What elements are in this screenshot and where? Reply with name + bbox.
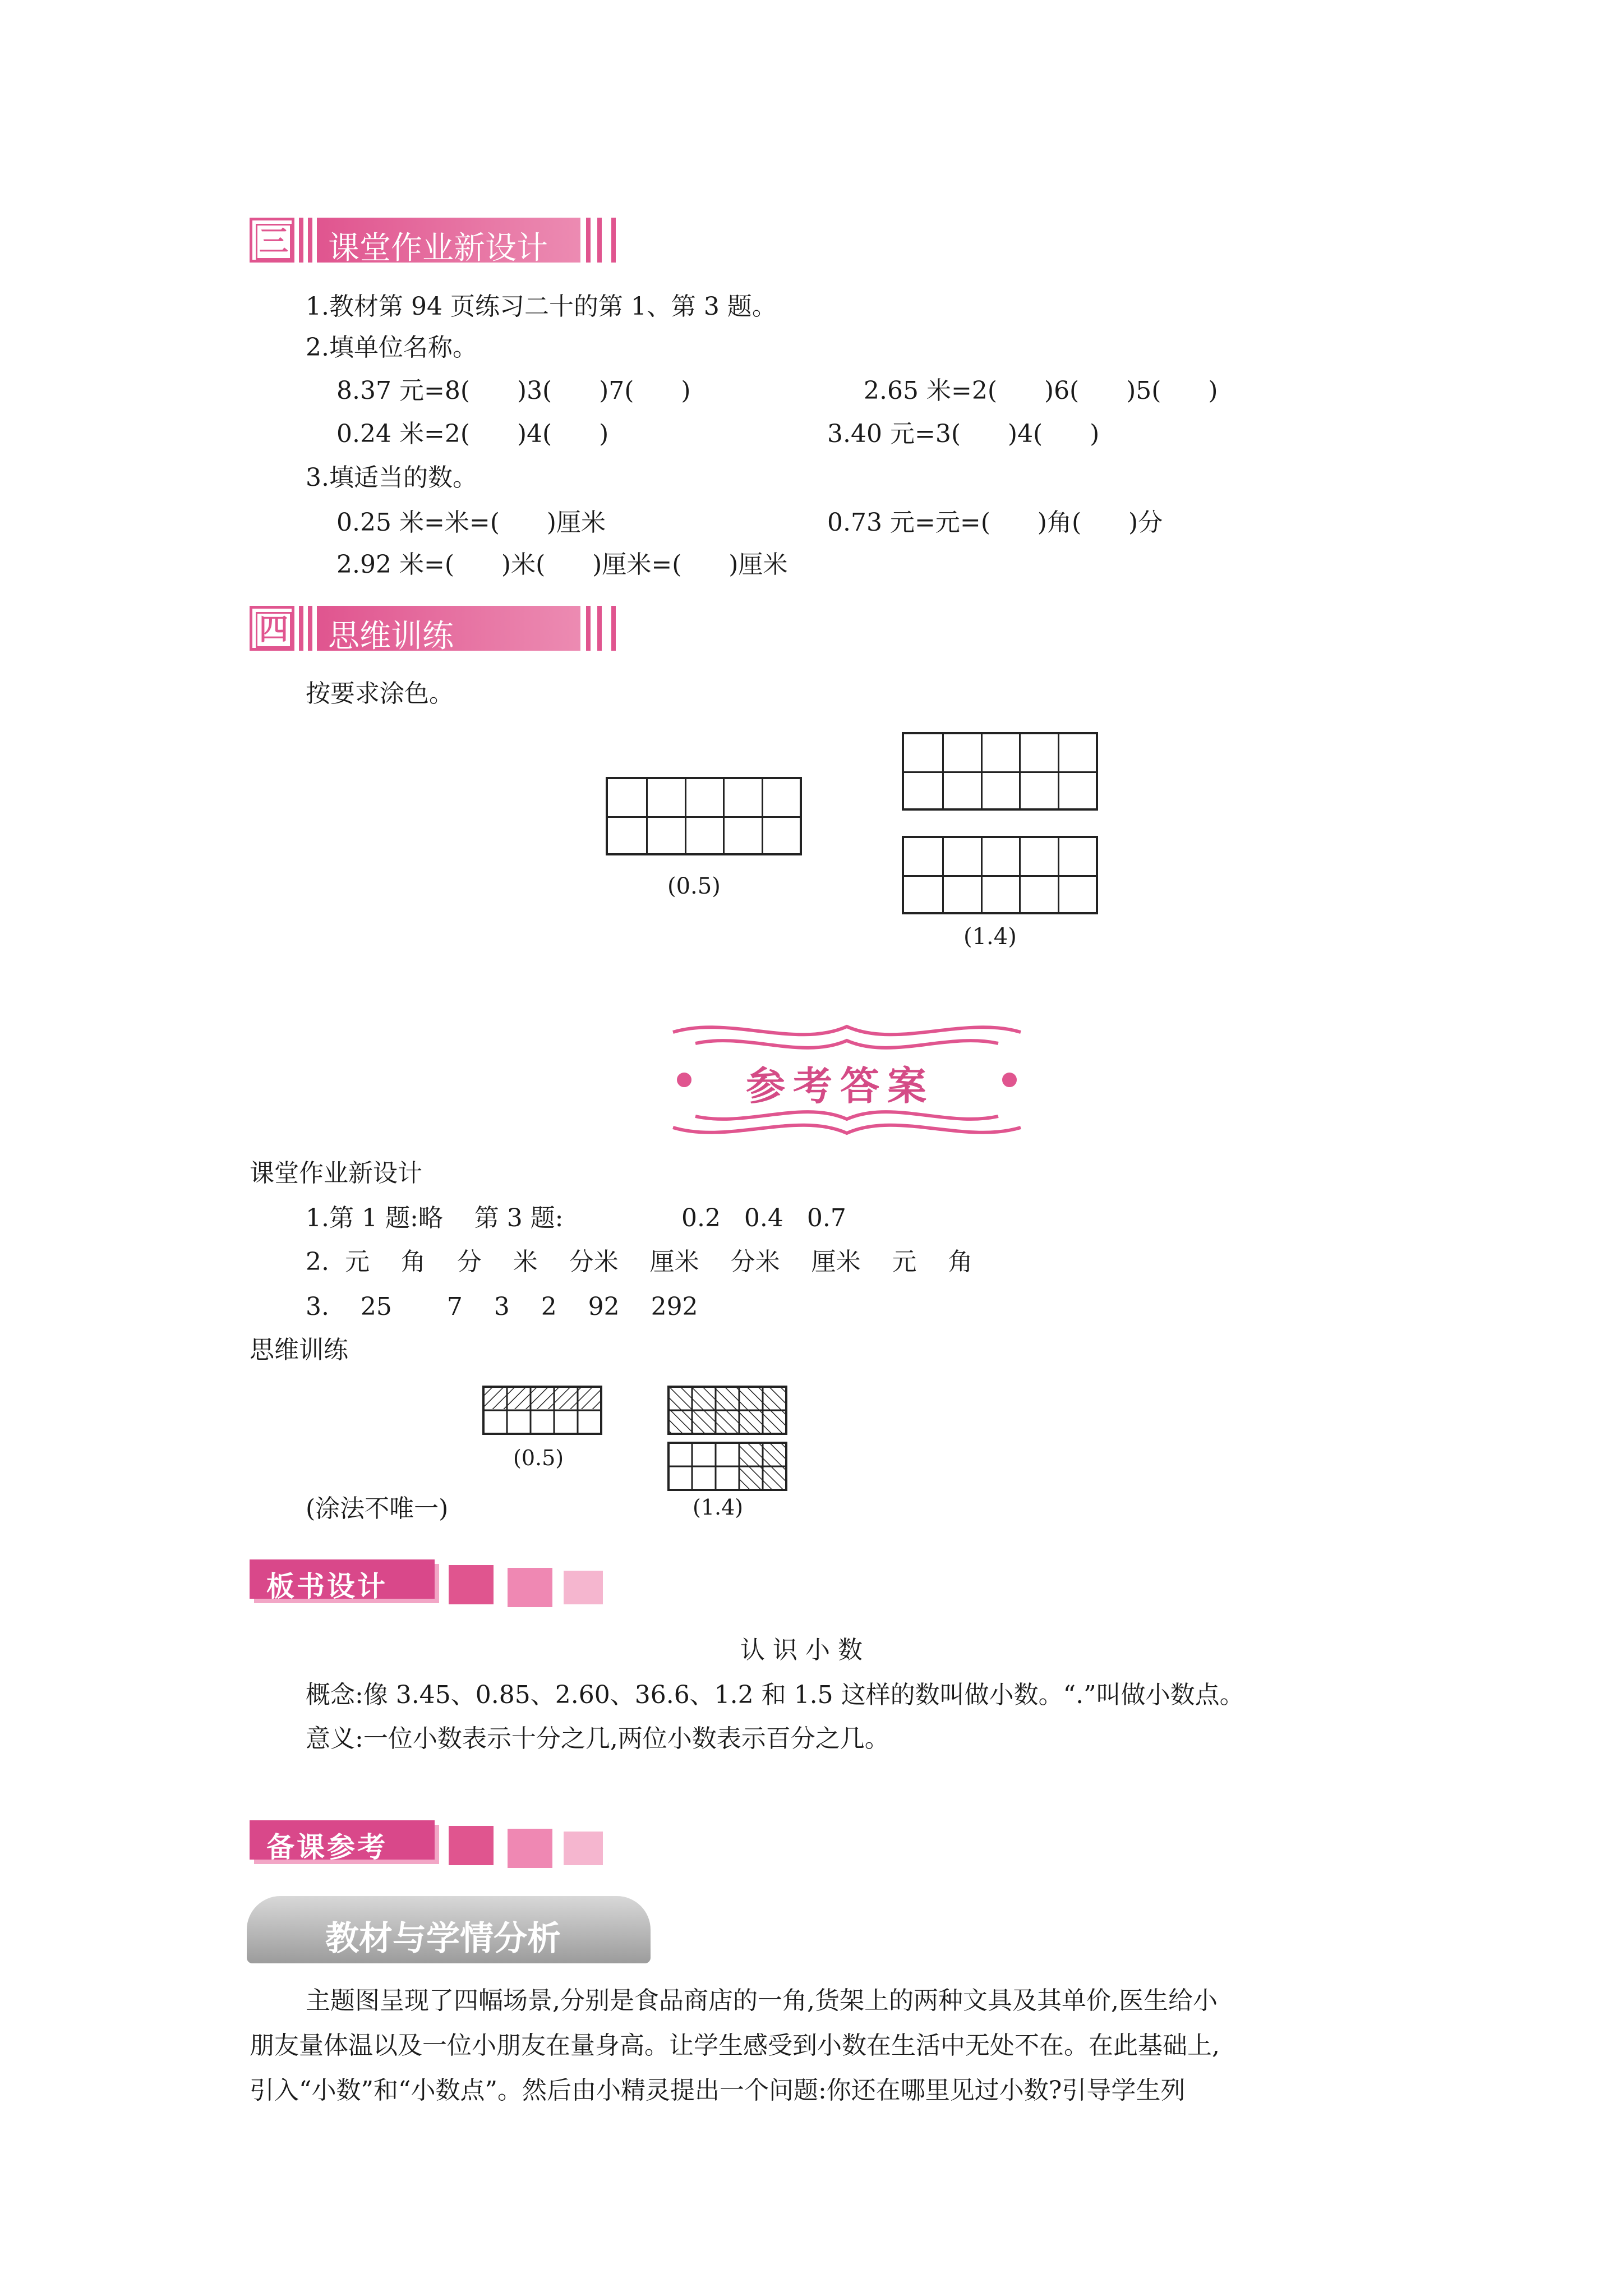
- board-line-1: 概念:像 3.45、0.85、2.60、36.6、1.2 和 1.5 这样的数叫做小数。“.”叫做小数点。: [306, 1681, 1244, 1709]
- grid-1-4-bottom: [902, 836, 1098, 914]
- grid-cell: [1058, 734, 1096, 771]
- answer-1: 1.第 1 题:略 第 3 题:: [306, 1204, 564, 1232]
- answer-note: (涂法不唯一): [306, 1494, 449, 1523]
- grid-cell: [1019, 771, 1057, 808]
- tag-label: 板书设计: [266, 1570, 388, 1603]
- grid-0-5: [606, 777, 802, 855]
- grid-cell: [904, 771, 942, 808]
- grid-cell: [1019, 734, 1057, 771]
- banner-stripe: [597, 606, 602, 651]
- banner-stripe: [299, 218, 303, 263]
- board-line-2: 意义:一位小数表示十分之几,两位小数表示百分之几。: [306, 1724, 889, 1753]
- question-2: 2.填单位名称。: [306, 333, 477, 362]
- decor-square: [564, 1832, 603, 1865]
- answer-grid-label-0-5: (0.5): [513, 1446, 564, 1470]
- decor-square: [564, 1571, 603, 1604]
- answer-grid-1-4: [667, 1386, 796, 1498]
- answer-1-values: 0.2 0.4 0.7: [681, 1204, 846, 1232]
- question-2a: 8.37 元=8( )3( )7( ): [336, 376, 691, 405]
- grid-cell: [981, 875, 1019, 912]
- grid-cell: [942, 875, 980, 912]
- question-2c: 0.24 米=2( )4( ): [336, 420, 609, 448]
- grid-cell: [981, 838, 1019, 875]
- answer-3: 3. 25 7 3 2 92 292: [306, 1292, 698, 1321]
- decor-square: [508, 1568, 552, 1607]
- grid-cell: [981, 771, 1019, 808]
- grid-cell: [723, 816, 761, 853]
- analysis-line-3: 引入“小数”和“小数点”。然后由小精灵提出一个问题:你还在哪里见过小数?引导学生列: [250, 2076, 1186, 2105]
- grid-cell: [1019, 875, 1057, 912]
- grid-cell: [685, 816, 723, 853]
- grid-cell: [904, 875, 942, 912]
- board-heading: 认 识 小 数: [740, 1636, 863, 1664]
- grid-1-4-top: [902, 732, 1098, 811]
- section-number: 三: [256, 224, 292, 260]
- grid-cell: [646, 779, 684, 816]
- grid-cell: [762, 816, 800, 853]
- section-number-box: [250, 606, 294, 651]
- grid-cell: [942, 771, 980, 808]
- answer-title: 参考答案: [746, 1062, 934, 1109]
- question-3a: 0.25 米=米=( )厘米: [336, 508, 606, 537]
- banner-stripe: [611, 606, 616, 651]
- analysis-heading-pill: [247, 1896, 651, 1963]
- decor-square: [449, 1826, 494, 1865]
- tag-label: 备课参考: [266, 1831, 388, 1864]
- grid-cell: [1058, 771, 1096, 808]
- analysis-line-2: 朋友量体温以及一位小朋友在量身高。让学生感受到小数在生活中无处不在。在此基础上,: [250, 2031, 1220, 2060]
- board-design-tag: [250, 1559, 435, 1603]
- answer-heading-2: 思维训练: [250, 1336, 348, 1364]
- question-3c: 2.92 米=( )米( )厘米=( )厘米: [336, 550, 788, 579]
- banner-stripe: [597, 218, 602, 263]
- banner-stripe: [586, 218, 591, 263]
- answer-2: 2. 元 角 分 米 分米 厘米 分米 厘米 元 角: [306, 1248, 973, 1276]
- decor-square: [508, 1829, 552, 1868]
- pill-label: 教材与学情分析: [325, 1919, 561, 1958]
- coloring-prompt: 按要求涂色。: [306, 679, 454, 708]
- grid-cell: [762, 779, 800, 816]
- section-title: 思维训练: [328, 618, 454, 655]
- answer-grid-label-1-4: (1.4): [693, 1495, 744, 1520]
- grid-cell: [646, 816, 684, 853]
- grid-cell: [1019, 838, 1057, 875]
- banner-stripe: [299, 606, 303, 651]
- grid-cell: [942, 838, 980, 875]
- grid-cell: [685, 779, 723, 816]
- banner-stripe: [308, 218, 312, 263]
- question-2b: 2.65 米=2( )6( )5( ): [864, 376, 1218, 405]
- question-2d: 3.40 元=3( )4( ): [827, 420, 1100, 448]
- section-number: 四: [256, 612, 292, 648]
- section-title: 课堂作业新设计: [328, 230, 548, 266]
- question-3b: 0.73 元=元=( )角( )分: [827, 508, 1163, 537]
- banner-stripe: [611, 218, 616, 263]
- grid-cell: [608, 816, 646, 853]
- grid-label-1-4: (1.4): [963, 924, 1017, 950]
- banner-stripe: [308, 606, 312, 651]
- grid-label-0-5: (0.5): [667, 873, 721, 899]
- analysis-line-1: 主题图呈现了四幅场景,分别是食品商店的一角,货架上的两种文具及其单价,医生给小: [306, 1986, 1218, 2015]
- answer-grid-0-5: [482, 1386, 611, 1442]
- section-4-banner: [250, 606, 625, 655]
- grid-cell: [981, 734, 1019, 771]
- section-3-banner: [250, 218, 625, 266]
- decor-square: [449, 1565, 494, 1604]
- question-3: 3.填适当的数。: [306, 463, 477, 492]
- answer-heading-1: 课堂作业新设计: [250, 1159, 422, 1188]
- grid-cell: [942, 734, 980, 771]
- grid-cell: [1058, 838, 1096, 875]
- banner-stripe: [586, 606, 591, 651]
- grid-cell: [1058, 875, 1096, 912]
- prep-reference-tag: [250, 1820, 435, 1864]
- section-number-box: [250, 218, 294, 263]
- grid-cell: [723, 779, 761, 816]
- question-1: 1.教材第 94 页练习二十的第 1、第 3 题。: [306, 292, 777, 321]
